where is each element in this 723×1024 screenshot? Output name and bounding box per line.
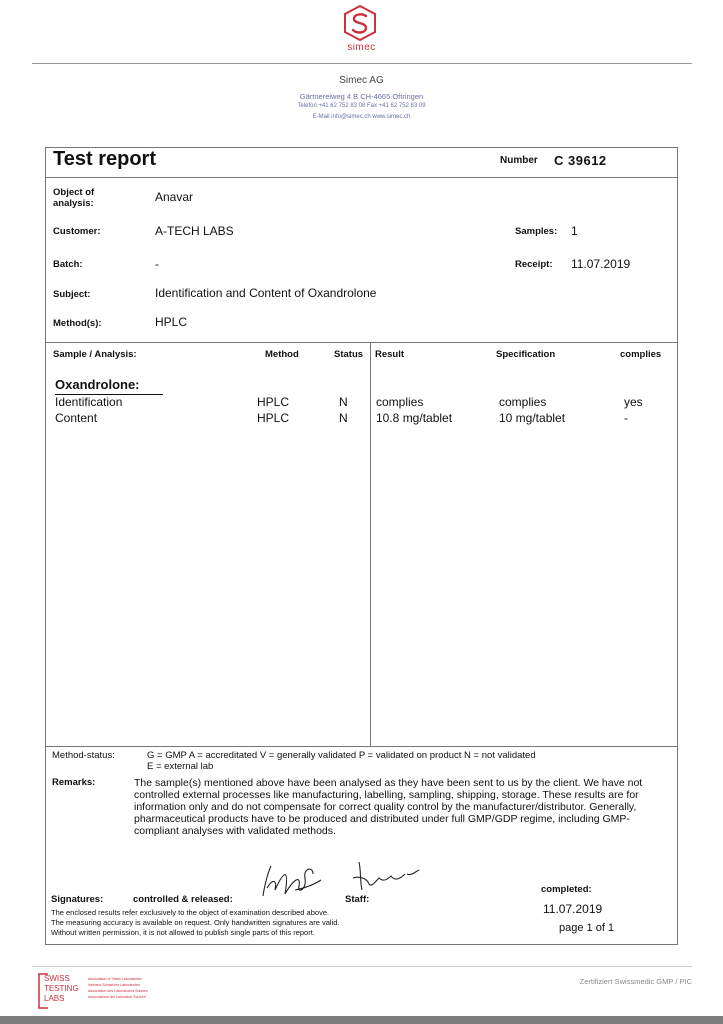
report-number-label: Number xyxy=(500,155,538,166)
table-row-method: HPLC xyxy=(257,411,290,425)
col-header-result: Result xyxy=(375,349,405,360)
samples-label: Samples: xyxy=(515,226,558,237)
method-label: Method(s): xyxy=(53,318,102,329)
batch-value: - xyxy=(155,257,159,271)
swiss-assoc-line: Association of Swiss Laboratories xyxy=(88,977,142,981)
table-row-status: N xyxy=(339,411,348,425)
company-email: E-Mail info@simec.ch www.simec.ch xyxy=(312,114,411,120)
subject-value: Identification and Content of Oxandrolone xyxy=(155,286,377,300)
divider xyxy=(45,342,678,343)
method-value: HPLC xyxy=(155,315,188,329)
swiss-assoc-line: Verband Schweizer Laboratorien xyxy=(88,983,141,987)
controlled-released-label: controlled & released: xyxy=(133,894,233,905)
table-row-result: 10.8 mg/tablet xyxy=(376,411,453,425)
divider xyxy=(370,342,371,747)
swiss-testing-labs-logo xyxy=(36,972,196,1010)
completed-date: 11.07.2019 xyxy=(543,902,603,916)
table-row-result: complies xyxy=(376,395,424,409)
staff-label: Staff: xyxy=(345,894,370,905)
customer-label: Customer: xyxy=(53,226,101,237)
col-header-status: Status xyxy=(334,349,364,360)
table-row-analysis: Identification xyxy=(55,395,123,409)
swiss-logo-line: SWISS xyxy=(44,974,70,983)
col-header-specification: Specification xyxy=(496,349,556,360)
swiss-logo-line: TESTING xyxy=(44,984,79,993)
report-number: C 39612 xyxy=(554,153,607,168)
table-row-complies: yes xyxy=(624,395,643,409)
receipt-value: 11.07.2019 xyxy=(571,257,631,271)
simec-logo-icon xyxy=(340,4,380,42)
table-row-specification: complies xyxy=(499,395,547,409)
scan-edge xyxy=(0,1016,723,1024)
analyte-heading: Oxandrolone: xyxy=(55,377,140,392)
table-row-status: N xyxy=(339,395,348,409)
divider xyxy=(45,177,678,178)
header-divider xyxy=(32,63,692,64)
brand-name: simec xyxy=(347,42,376,53)
batch-label: Batch: xyxy=(53,259,83,270)
customer-value: A-TECH LABS xyxy=(155,224,234,238)
disclaimer-line: The enclosed results refer exclusively to the object of examination described above. xyxy=(51,908,330,917)
col-header-complies: complies xyxy=(620,349,662,360)
object-label: Object of analysis: xyxy=(53,187,95,209)
table-row-complies: - xyxy=(624,411,628,425)
method-status-label: Method-status: xyxy=(52,750,115,761)
receipt-label: Receipt: xyxy=(515,259,553,270)
disclaimer-line: The measuring accuracy is available on request. Only handwritten signatures are valid. xyxy=(51,918,340,927)
table-row-method: HPLC xyxy=(257,395,290,409)
company-address: Gärtnereiweg 4 B CH-4665 Oftringen xyxy=(299,92,424,101)
swiss-logo-line: LABS xyxy=(44,994,65,1003)
method-status-legend-external: E = external lab xyxy=(147,761,214,772)
signature-staff xyxy=(347,858,422,896)
col-header-sample: Sample / Analysis: xyxy=(53,349,137,360)
company-name: Simec AG xyxy=(339,75,384,86)
swiss-assoc-line: Associazione dei Laboratori Svizzeri xyxy=(88,995,146,999)
divider xyxy=(45,746,678,747)
signature-controller xyxy=(255,860,325,902)
table-row-analysis: Content xyxy=(55,411,98,425)
signatures-label: Signatures: xyxy=(51,894,104,905)
method-status-legend: G = GMP A = accreditated V = generally validated P = validated on product N = not validated xyxy=(147,750,536,761)
report-title: Test report xyxy=(53,148,156,170)
company-phone: Telefon +41 62 752 83 08 Fax +41 62 752 83 09 xyxy=(297,103,426,109)
table-row-specification: 10 mg/tablet xyxy=(499,411,566,425)
completed-label: completed: xyxy=(541,884,592,895)
remarks-label: Remarks: xyxy=(52,777,96,788)
col-header-method: Method xyxy=(265,349,299,360)
footer-divider xyxy=(32,966,692,967)
samples-value: 1 xyxy=(571,224,578,238)
remarks-text: The sample(s) mentioned above have been analysed as they have been sent to us by the client. We have not controlled external processes like manufacturing, labelling, sampling, shipping, storage. These results are for information only and do not compensate for correct quality control by the manufacturer/distributor. Generally, pharmaceutical products have to be produced and distributed under full GMP/GDP regime, including GMP-compliant analyses with validated methods. xyxy=(134,777,643,837)
disclaimer-line: Without written permission, it is not allowed to publish single parts of this report. xyxy=(51,928,315,937)
object-value: Anavar xyxy=(155,190,194,204)
swiss-assoc-line: Association des Laboratoires Suisses xyxy=(88,989,148,993)
page-number: page 1 of 1 xyxy=(559,922,615,934)
subject-label: Subject: xyxy=(53,289,91,300)
certification-text: Zertifiziert Swissmedic GMP / PIC xyxy=(579,977,692,986)
